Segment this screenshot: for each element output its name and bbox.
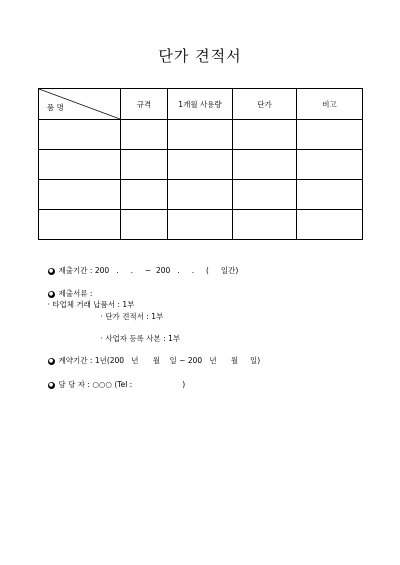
unit-price-cell[interactable] [233,180,297,210]
remarks-cell[interactable] [297,180,363,210]
spec-cell[interactable] [121,120,168,150]
remarks-cell[interactable] [297,120,363,150]
doc-item-3: · 사업자 등록 사본 : 1부 [100,334,181,343]
item-name-cell[interactable] [39,180,121,210]
submission-period-text: 제출기간 : 200 . . ~ 200 . . ( 일간) [58,266,239,275]
document-title: 단가 견적서 [158,47,242,65]
quote-table [38,88,363,240]
table-row [39,150,363,180]
doc-item-1: · 타업체 거래 납품서 : 1부 [47,300,135,309]
item-name-header [39,89,121,120]
table-header-row [39,89,363,120]
monthly-usage-cell[interactable] [168,180,233,210]
item-name-cell[interactable] [39,150,121,180]
monthly-usage-cell[interactable] [168,210,233,240]
item-name-label: 품 명 [47,103,64,112]
monthly-usage-cell[interactable] [168,120,233,150]
table-row [39,120,363,150]
doc-item-2: · 단가 견적서 : 1부 [100,312,164,321]
remarks-header: 비고 [297,89,363,120]
monthly-usage-cell[interactable] [168,150,233,180]
remarks-cell[interactable] [297,210,363,240]
bullet-icon: ● [48,267,54,274]
item-name-cell[interactable] [39,210,121,240]
table-row [39,180,363,210]
item-name-cell[interactable] [39,120,121,150]
bullet-icon: ● [48,357,54,364]
spec-cell[interactable] [121,210,168,240]
bullet-icon: ● [48,381,54,388]
unit-price-header: 단가 [233,89,297,120]
unit-price-cell[interactable] [233,210,297,240]
contact-line [38,370,185,399]
contract-period-text: 계약기간 : 1년(200 년 월 일 ~ 200 년 월 일) [58,356,261,365]
remarks-cell[interactable] [297,150,363,180]
bullet-icon: ● [48,290,54,297]
spec-header: 규격 [121,89,168,120]
unit-price-cell[interactable] [233,120,297,150]
spec-cell[interactable] [121,150,168,180]
submission-docs-label: 제출서류 : [58,289,93,298]
spec-cell[interactable] [121,180,168,210]
table-row [39,210,363,240]
contact-text: 담 당 자 : ○○○ (Tel : ) [58,380,186,389]
monthly-usage-header: 1개월 사용량 [168,89,233,120]
unit-price-cell[interactable] [233,150,297,180]
